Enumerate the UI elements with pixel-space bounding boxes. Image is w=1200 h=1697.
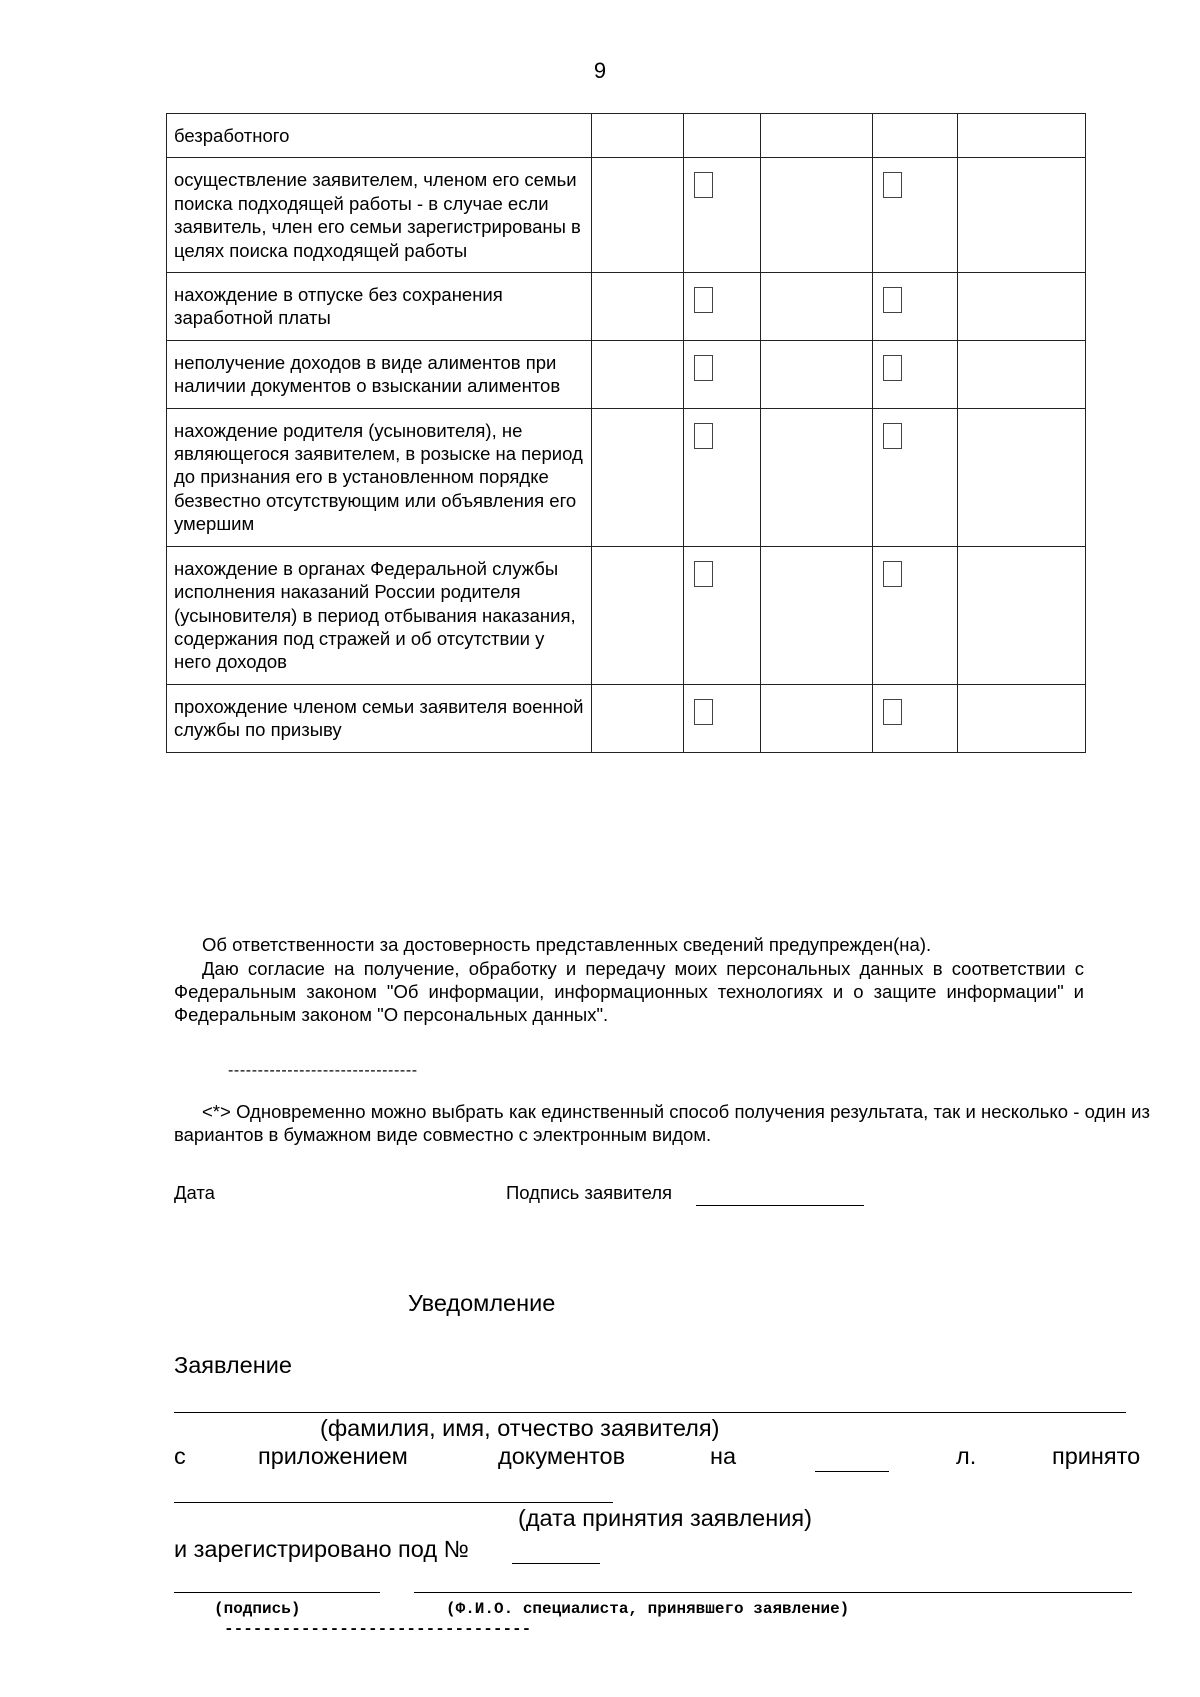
bottom-separator: -------------------------------- [224, 1620, 532, 1638]
page-number: 9 [593, 58, 607, 83]
table-cell [592, 114, 684, 158]
table-cell [761, 684, 873, 752]
checkbox-option-b[interactable] [883, 355, 902, 381]
table-cell [872, 158, 957, 273]
table-cell [592, 273, 684, 341]
table-row [167, 546, 1086, 684]
checkbox-option-a[interactable] [694, 561, 713, 587]
table-row [167, 684, 1086, 752]
table-cell [592, 340, 684, 408]
registration-number-line[interactable] [512, 1563, 600, 1564]
word-s: с [174, 1443, 186, 1469]
table-row [167, 273, 1086, 341]
table-cell [592, 684, 684, 752]
table-row [167, 114, 1086, 158]
table-cell [592, 158, 684, 273]
checkbox-option-a[interactable] [694, 355, 713, 381]
table-cell [683, 114, 760, 158]
acceptance-date-line[interactable] [174, 1502, 613, 1503]
specialist-caption: (Ф.И.О. специалиста, принявшего заявление) [446, 1600, 850, 1618]
table-cell [872, 684, 957, 752]
checkbox-option-a[interactable] [694, 699, 713, 725]
word-attachment: приложением [258, 1443, 408, 1469]
word-accepted: принято [1052, 1443, 1141, 1469]
specialist-signature-line[interactable] [174, 1592, 380, 1593]
date-label: Дата [174, 1182, 215, 1203]
word-sheets: л. [956, 1443, 977, 1469]
table-cell [872, 408, 957, 546]
table-cell [872, 340, 957, 408]
row-label: прохождение членом семьи заявителя военной службы по призыву [167, 684, 592, 752]
signature-label: Подпись заявителя [506, 1182, 673, 1203]
footnote-text: <*> Одновременно можно выбрать как единственный способ получения результата, так и несколько - один из вариантов в бумажном виде совместно с электронным видом. [174, 1101, 1150, 1145]
word-on: на [710, 1443, 737, 1469]
checkbox-option-a[interactable] [694, 172, 713, 198]
applicant-name-line[interactable] [174, 1412, 1126, 1413]
table-cell [872, 273, 957, 341]
checkbox-option-a[interactable] [694, 423, 713, 449]
signature-line[interactable] [696, 1205, 864, 1206]
row-label: неполучение доходов в виде алиментов при наличии документов о взыскании алиментов [167, 340, 592, 408]
table-cell [957, 158, 1085, 273]
checkbox-option-b[interactable] [883, 699, 902, 725]
table-cell [957, 340, 1085, 408]
table-cell [683, 273, 760, 341]
table-cell [957, 684, 1085, 752]
responsibility-statement: Об ответственности за достоверность представленных сведений предупрежден(на). [202, 934, 932, 955]
row-label: нахождение в органах Федеральной службы исполнения наказаний России родителя (усыновителя) в период отбывания наказания, содержания под стражей и об отсутствии у него доходов [167, 546, 592, 684]
row-label: осуществление заявителем, членом его семьи поиска подходящей работы - в случае если заявитель, член его семьи зарегистрированы в целях поиска подходящей работы [167, 158, 592, 273]
row-label: нахождение родителя (усыновителя), не являющегося заявителем, в розыске на период до признания его в установленном порядке безвестно отсутствующим или объявления его умершим [167, 408, 592, 546]
row-label: нахождение в отпуске без сохранения заработной платы [167, 273, 592, 341]
table-cell [683, 546, 760, 684]
table-cell [957, 273, 1085, 341]
table-cell [592, 408, 684, 546]
table-row [167, 340, 1086, 408]
acceptance-date-caption: (дата принятия заявления) [518, 1505, 812, 1531]
table-cell [872, 114, 957, 158]
checkbox-option-b[interactable] [883, 172, 902, 198]
table-cell [592, 546, 684, 684]
table-cell [761, 273, 873, 341]
notice-title: Уведомление [408, 1290, 556, 1316]
table-cell [761, 340, 873, 408]
table-cell [683, 340, 760, 408]
row-label: безработного [167, 114, 592, 158]
sign-caption: (подпись) [214, 1600, 301, 1618]
checkbox-option-b[interactable] [883, 423, 902, 449]
table-cell [683, 158, 760, 273]
table-cell [761, 158, 873, 273]
consent-statement: Даю согласие на получение, обработку и передачу моих персональных данных в соответствии с Федеральным законом "Об информации, информационных технологиях и о защите информации" и Федеральным законом "О персональных данных". [174, 958, 1084, 1025]
checkbox-option-b[interactable] [883, 561, 902, 587]
conditions-table [166, 113, 1086, 753]
table-cell [761, 546, 873, 684]
checkbox-option-b[interactable] [883, 287, 902, 313]
application-label: Заявление [174, 1352, 292, 1378]
table-cell [957, 546, 1085, 684]
table-cell [683, 408, 760, 546]
table-row [167, 408, 1086, 546]
word-documents: документов [498, 1443, 626, 1469]
table-cell [872, 546, 957, 684]
table-cell [957, 114, 1085, 158]
table-cell [761, 114, 873, 158]
table-row [167, 158, 1086, 273]
checkbox-option-a[interactable] [694, 287, 713, 313]
specialist-name-line[interactable] [414, 1592, 1132, 1593]
table-cell [683, 684, 760, 752]
footnote-separator: -------------------------------- [228, 1062, 418, 1079]
table-cell [957, 408, 1085, 546]
registered-label: и зарегистрировано под № [174, 1536, 469, 1562]
table-cell [761, 408, 873, 546]
sheets-count-line[interactable] [815, 1471, 889, 1472]
applicant-name-caption: (фамилия, имя, отчество заявителя) [320, 1415, 720, 1441]
